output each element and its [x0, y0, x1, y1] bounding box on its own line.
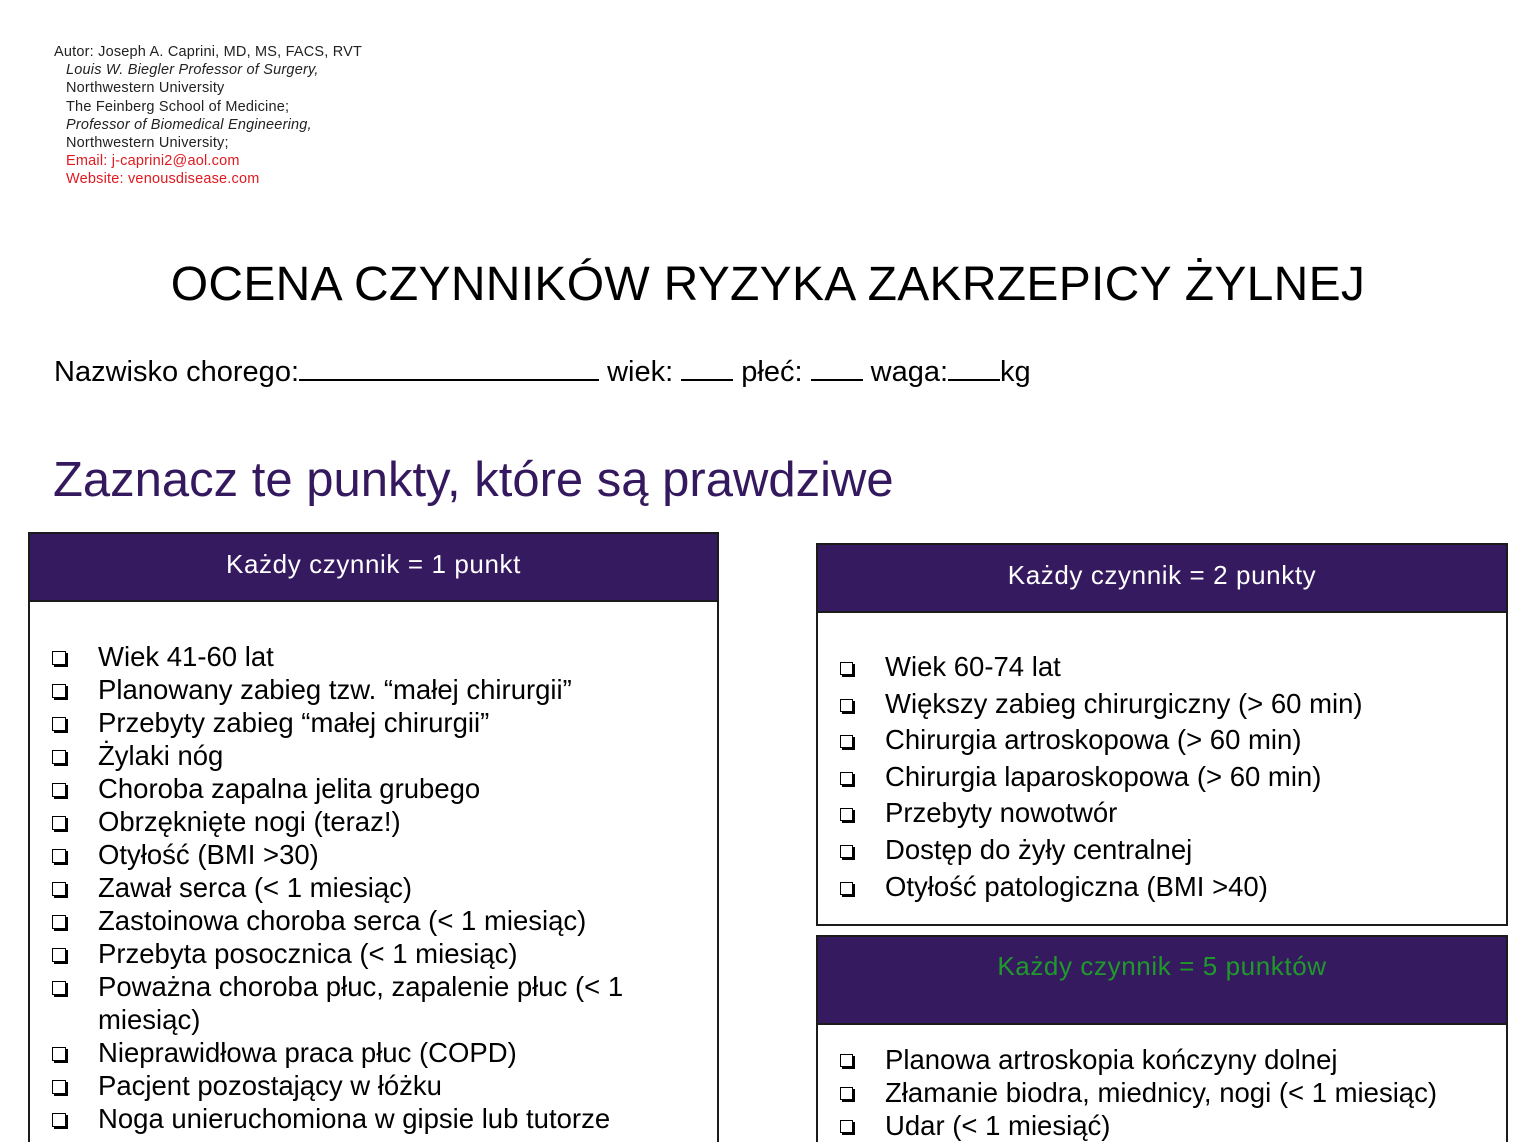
factor-box-1-point — [28, 532, 719, 1142]
factor-list-1-point — [30, 602, 717, 1135]
factor-item[interactable] — [840, 649, 1506, 686]
factor-label: Planowany zabieg tzw. “małej chirurgii” — [98, 674, 572, 705]
patient-sex-field[interactable] — [811, 355, 863, 381]
checkbox-icon[interactable] — [840, 735, 853, 748]
checkbox-icon[interactable] — [840, 808, 853, 821]
factor-label: Większy zabieg chirurgiczny (> 60 min) — [885, 687, 1363, 719]
factor-item[interactable] — [52, 1102, 717, 1135]
factor-label: Przebyta posocznica (< 1 miesiąc) — [98, 938, 518, 969]
factor-item[interactable] — [52, 904, 717, 937]
checkbox-icon[interactable] — [840, 699, 853, 712]
checkbox-icon[interactable] — [840, 1120, 853, 1133]
factor-label: Żylaki nóg — [98, 740, 224, 771]
factor-item[interactable] — [840, 1076, 1506, 1109]
factor-label: Pacjent pozostający w łóżku — [98, 1070, 442, 1101]
factor-label: Zastoinowa choroba serca (< 1 miesiąc) — [98, 905, 587, 936]
factor-label: Nieprawidłowa praca płuc (COPD) — [98, 1037, 517, 1068]
author-title-2: Professor of Biomedical Engineering, — [66, 116, 312, 133]
checkbox-icon[interactable] — [840, 845, 853, 858]
factor-box-5-points — [816, 935, 1508, 1142]
author-block — [54, 43, 362, 189]
factor-label: Udar (< 1 miesiąć) — [885, 1110, 1111, 1141]
checkbox-icon[interactable] — [52, 1047, 66, 1061]
author-school: The Feinberg School of Medicine; — [66, 98, 290, 115]
checkbox-icon[interactable] — [52, 1113, 66, 1127]
checkbox-icon[interactable] — [52, 816, 66, 830]
factor-item[interactable] — [52, 772, 717, 805]
factor-label: Chirurgia artroskopowa (> 60 min) — [885, 724, 1302, 756]
factor-item[interactable] — [52, 1069, 717, 1102]
factor-label: Otyłość (BMI >30) — [98, 839, 319, 870]
factor-box-2-points — [816, 543, 1508, 926]
checkbox-icon[interactable] — [52, 849, 66, 863]
factor-item[interactable] — [52, 937, 717, 970]
factor-item[interactable] — [52, 871, 717, 904]
factor-label: Złamanie biodra, miednicy, nogi (< 1 miesiąc) — [885, 1077, 1438, 1108]
author-title: Louis W. Biegler Professor of Surgery, — [66, 62, 319, 79]
factor-label: Otyłość patologiczna (BMI >40) — [885, 870, 1268, 902]
checkbox-icon[interactable] — [52, 981, 66, 995]
factor-label: Wiek 41-60 lat — [98, 641, 274, 672]
patient-age-field[interactable] — [681, 355, 733, 381]
checkbox-icon[interactable] — [840, 1054, 853, 1067]
factor-item[interactable] — [52, 706, 717, 739]
patient-weight-field[interactable] — [948, 355, 1000, 381]
factor-list-5-points — [818, 1025, 1506, 1142]
instruction-heading: Zaznacz te punkty, które są prawdziwe — [53, 453, 894, 507]
factor-label: Poważna choroba płuc, zapalenie płuc (< 1 miesiąc) — [98, 971, 624, 1035]
factor-label: Noga unieruchomiona w gipsie lub tutorze — [98, 1103, 611, 1134]
author-university-2: Northwestern University; — [66, 135, 229, 152]
factor-item[interactable] — [840, 795, 1506, 832]
patient-name-field[interactable] — [299, 355, 599, 381]
patient-sex-label: płeć: — [741, 356, 803, 388]
factor-item[interactable] — [52, 673, 717, 706]
patient-weight-label: waga: — [870, 356, 949, 388]
box-header-2-points: Każdy czynnik = 2 punkty — [818, 545, 1506, 613]
checkbox-icon[interactable] — [52, 750, 66, 764]
factor-item[interactable] — [840, 832, 1506, 869]
factor-label: Chirurgia laparoskopowa (> 60 min) — [885, 760, 1322, 792]
checkbox-icon[interactable] — [52, 651, 66, 665]
factor-item[interactable] — [840, 1109, 1506, 1142]
patient-age-label: wiek: — [607, 356, 674, 388]
author-website: Website: venousdisease.com — [66, 171, 260, 188]
factor-label: Obrzęknięte nogi (teraz!) — [98, 806, 401, 837]
checkbox-icon[interactable] — [52, 684, 66, 698]
checkbox-icon[interactable] — [52, 717, 66, 731]
factor-item[interactable] — [52, 805, 717, 838]
factor-label: Przebyty nowotwór — [885, 797, 1118, 829]
checkbox-icon[interactable] — [52, 882, 66, 896]
factor-list-2-points — [818, 613, 1506, 905]
patient-name-label: Nazwisko chorego: — [54, 356, 299, 388]
patient-weight-unit: kg — [1000, 356, 1031, 388]
checkbox-icon[interactable] — [52, 915, 66, 929]
checkbox-icon[interactable] — [52, 1080, 66, 1094]
factor-item[interactable] — [52, 970, 717, 1036]
page-title: OCENA CZYNNIKÓW RYZYKA ZAKRZEPICY ŻYLNEJ — [170, 258, 1366, 311]
factor-label: Planowa artroskopia kończyny dolnej — [885, 1044, 1338, 1075]
checkbox-icon[interactable] — [52, 948, 66, 962]
checkbox-icon[interactable] — [840, 882, 853, 895]
factor-item[interactable] — [840, 686, 1506, 723]
factor-label: Przebyty zabieg “małej chirurgii” — [98, 707, 490, 738]
factor-item[interactable] — [840, 759, 1506, 796]
factor-item[interactable] — [840, 869, 1506, 906]
factor-item[interactable] — [52, 640, 717, 673]
author-university: Northwestern University — [66, 80, 225, 97]
factor-item[interactable] — [52, 1036, 717, 1069]
factor-label: Choroba zapalna jelita grubego — [98, 773, 481, 804]
author-name: Autor: Joseph A. Caprini, MD, MS, FACS, RVT — [54, 44, 363, 60]
factor-label: Zawał serca (< 1 miesiąc) — [98, 872, 413, 903]
factor-item[interactable] — [52, 838, 717, 871]
box-header-5-points: Każdy czynnik = 5 punktów — [818, 937, 1506, 1025]
factor-item[interactable] — [840, 1043, 1506, 1076]
factor-item[interactable] — [840, 722, 1506, 759]
box-header-1-point: Każdy czynnik = 1 punkt — [30, 534, 717, 602]
factor-item[interactable] — [52, 739, 717, 772]
factor-label: Wiek 60-74 lat — [885, 651, 1061, 682]
patient-info-line — [54, 352, 1031, 392]
checkbox-icon[interactable] — [840, 662, 853, 675]
checkbox-icon[interactable] — [840, 1087, 853, 1100]
checkbox-icon[interactable] — [52, 783, 66, 797]
factor-label: Dostęp do żyły centralnej — [885, 833, 1193, 865]
author-email: Email: j-caprini2@aol.com — [66, 153, 240, 170]
checkbox-icon[interactable] — [840, 772, 853, 785]
